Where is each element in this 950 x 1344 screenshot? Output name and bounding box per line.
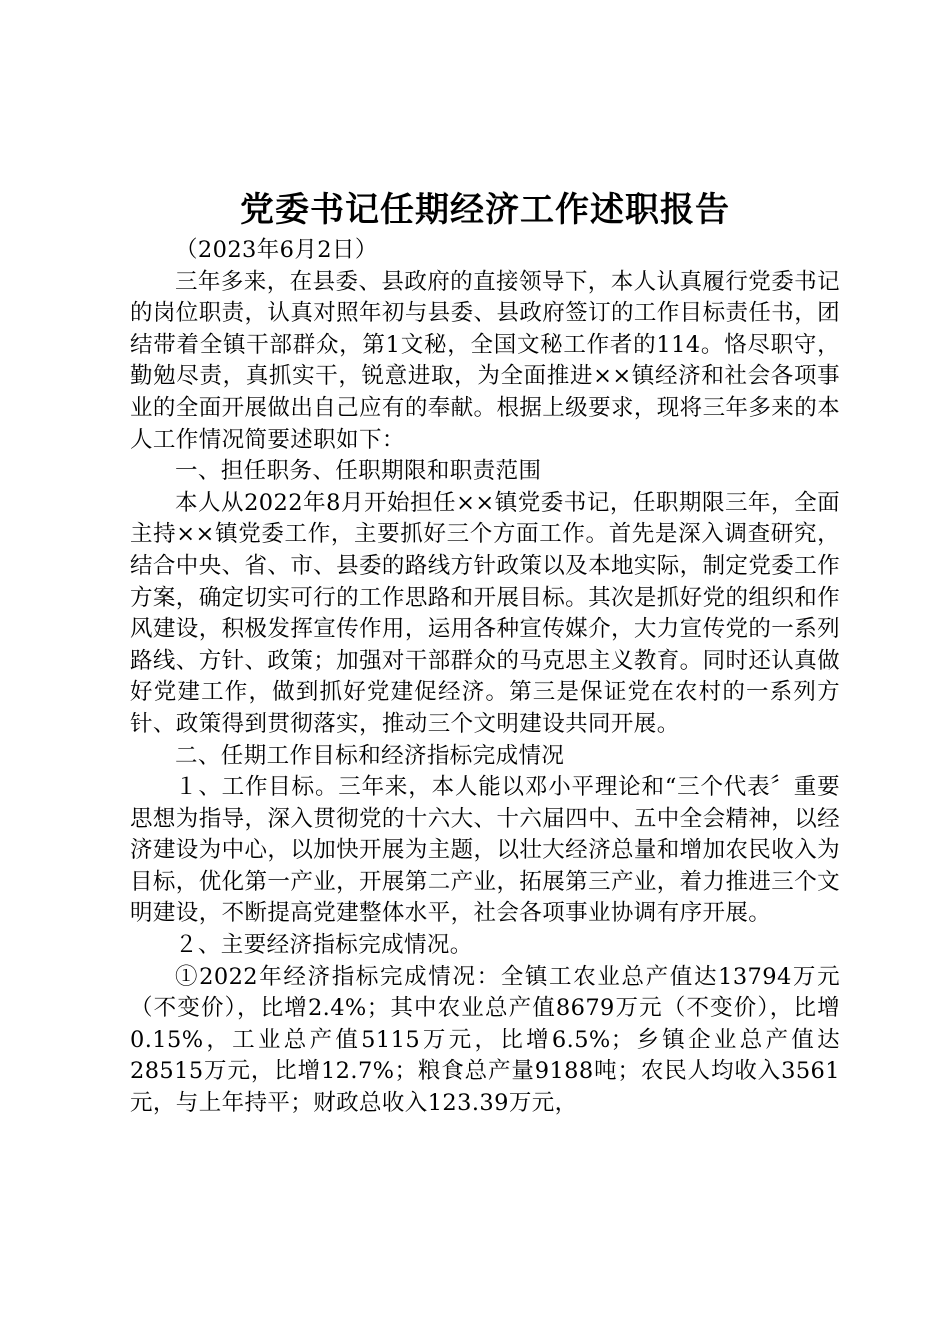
- subheading-indicators: ２、主要经济指标完成情况。: [175, 932, 473, 959]
- paragraph-intro: 三年多来，在县委、县政府的直接领导下，本人认真履行党委书记的岗位职责，认真对照年初与县委、县政府签订的工作目标责任书，团结带着全镇干部群众，第1文秘，全国文秘工作者的114。恪尽职守，勤勉尽责，真抓实干，锐意进取，为全面推进××镇经济和社会各项事业的全面开展做出自己应有的奉献。根据上级要求，现将三年多来的本人工作情况简要述职如下：: [130, 268, 840, 453]
- document-body: [130, 235, 840, 1120]
- section-heading-2: 二、任期工作目标和经济指标完成情况: [175, 742, 565, 769]
- paragraph-duties: 本人从2022年8月开始担任××镇党委书记，任职期限三年，全面主持××镇党委工作，主要抓好三个方面工作。首先是深入调查研究，结合中央、省、市、县委的路线方针政策以及本地实际，制定党委工作方案，确定切实可行的工作思路和开展目标。其次是抓好党的组织和作风建设，积极发挥宣传作用，运用各种宣传媒介，大力宣传党的一系列路线、方针、政策；加强对干部群众的马克思主义教育。同时还认真做好党建工作，做到抓好党建促经济。第三是保证党在农村的一系列方针、政策得到贯彻落实，推动三个文明建设共同开展。: [130, 489, 840, 737]
- date-line: （2023年6月2日）: [175, 237, 378, 263]
- paragraph-2022-indicators: ①2022年经济指标完成情况：全镇工农业总产值达13794万元（不变价），比增2.4%；其中农业总产值8679万元（不变价），比增0.15%，工业总产值5115万元，比增6.5%；乡镇企业总产值达28515万元，比增12.7%；粮食总产量9188吨；农民人均收入3561元，与上年持平；财政总收入123.39万元，: [130, 963, 840, 1117]
- paragraph-work-goals: １、工作目标。三年来，本人能以邓小平理论和“三个代表〞重要思想为指导，深入贯彻党的十六大、十六届四中、五中全会精神，以经济建设为中心，以加快开展为主题，以壮大经济总量和增加农民收入为目标，优化第一产业，开展第二产业，拓展第三产业，着力推进三个文明建设，不断提高党建整体水平，社会各项事业协调有序开展。: [130, 774, 840, 927]
- section-heading-1: 一、担任职务、任职期限和职责范围: [175, 458, 542, 485]
- document-title: 党委书记任期经济工作述职报告: [240, 190, 730, 230]
